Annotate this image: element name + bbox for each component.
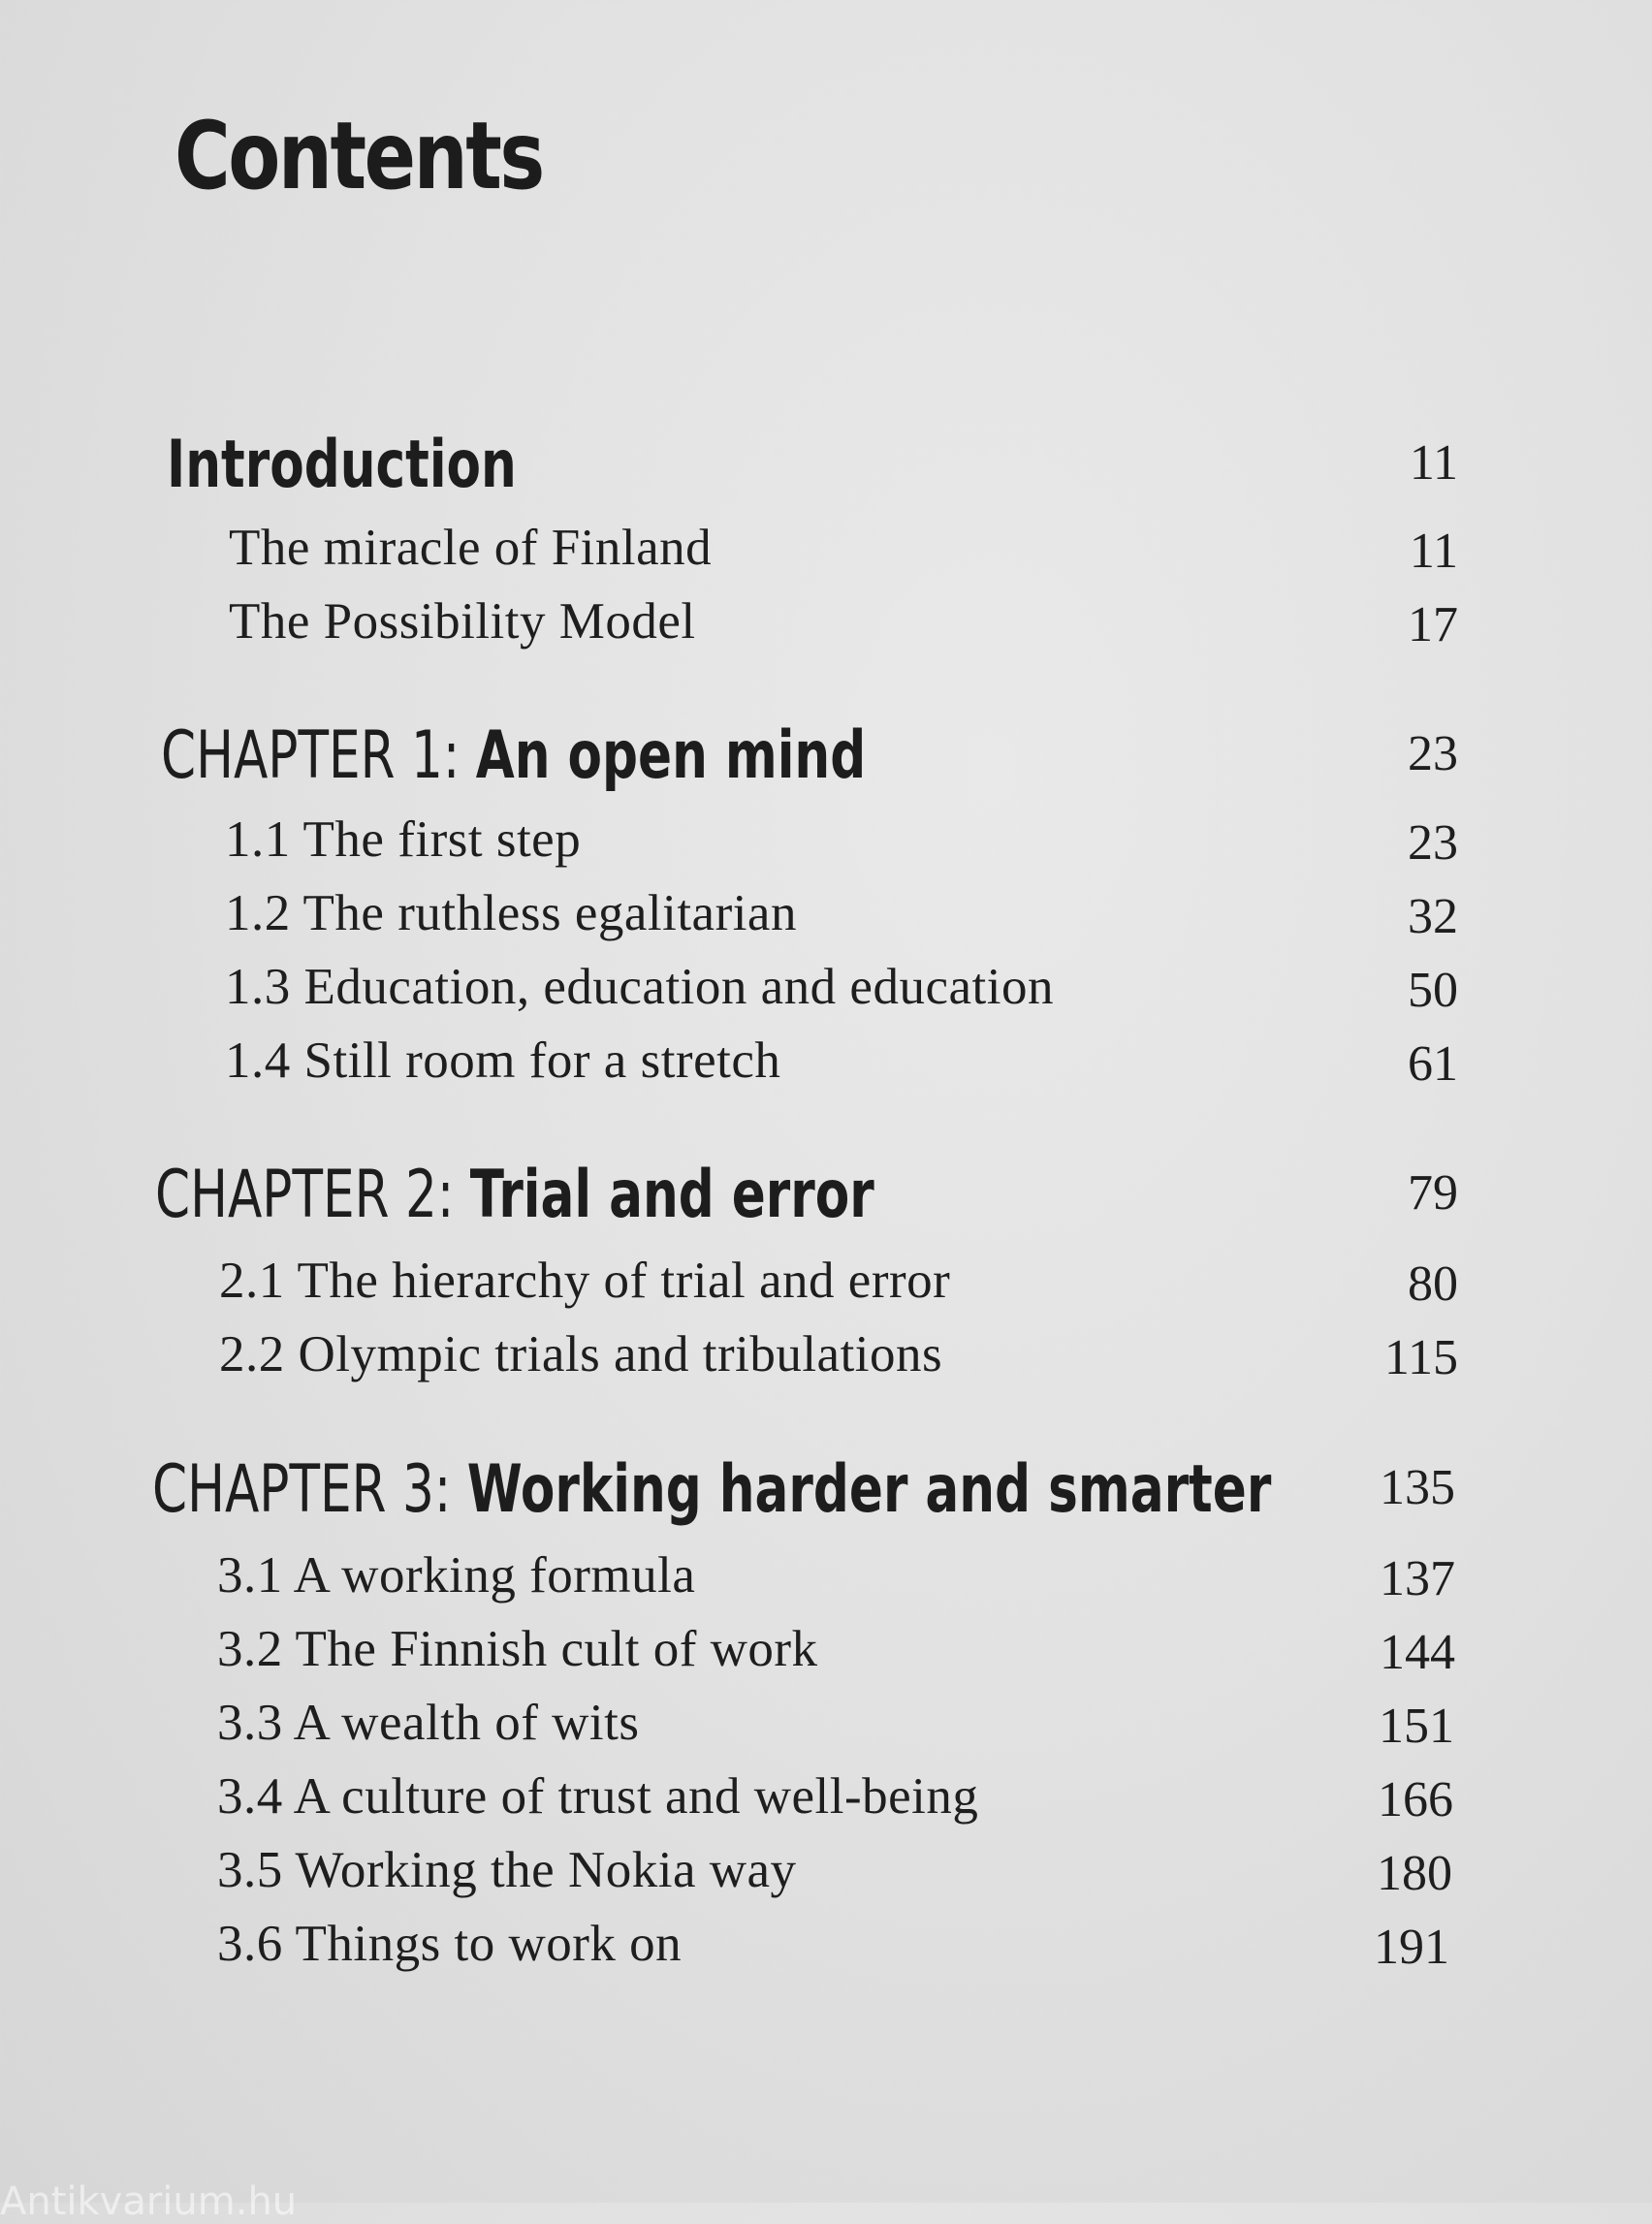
- page-number: 166: [1378, 1772, 1453, 1827]
- page-number: 191: [1374, 1920, 1449, 1975]
- toc-entry-label: 3.1 A working formula: [217, 1547, 696, 1604]
- page-number: 50: [1408, 963, 1458, 1018]
- toc-entry: [0, 810, 1652, 878]
- toc-entry: [0, 519, 1652, 587]
- toc-entry: [0, 884, 1652, 952]
- page-number: 180: [1377, 1846, 1452, 1901]
- page-number: 115: [1383, 1330, 1458, 1385]
- page-number: 17: [1408, 597, 1458, 652]
- page-title: Contents: [175, 102, 543, 210]
- toc-entry-label: 3.5 Working the Nokia way: [217, 1842, 797, 1898]
- toc-entry-label: 3.2 The Finnish cult of work: [217, 1621, 818, 1677]
- toc-entry: [0, 1546, 1652, 1614]
- page-number: 151: [1379, 1699, 1454, 1754]
- toc-entry: [0, 1620, 1652, 1688]
- toc-entry-label: 1.3 Education, education and education: [225, 959, 1054, 1015]
- toc-entry-label: 3.3 A wealth of wits: [217, 1695, 640, 1751]
- toc-heading-chapter-3: [0, 1451, 1652, 1539]
- toc-entry: [0, 1032, 1652, 1099]
- page-number: 79: [1408, 1165, 1458, 1221]
- toc-entry-label: 2.2 Olympic trials and tribulations: [219, 1326, 943, 1382]
- page-number: 11: [1409, 435, 1458, 491]
- toc-entry: [0, 958, 1652, 1026]
- page-number: 32: [1408, 889, 1458, 944]
- introduction-heading: Introduction: [167, 427, 517, 503]
- chapter-prefix: CHAPTER 1:: [161, 717, 476, 794]
- page-number: 23: [1408, 726, 1458, 781]
- page-number: 135: [1380, 1460, 1455, 1515]
- toc-heading-chapter-2: [0, 1157, 1652, 1244]
- chapter-title: Trial and error: [469, 1157, 874, 1233]
- chapter-title: Working harder and smarter: [466, 1451, 1272, 1528]
- watermark: Antikvarium.hu: [0, 2179, 298, 2224]
- toc-entry-label: 1.1 The first step: [225, 811, 582, 868]
- toc-entry-label: 3.4 A culture of trust and well-being: [217, 1768, 979, 1825]
- toc-entry-label: 3.6 Things to work on: [217, 1916, 683, 1972]
- page-number: 137: [1380, 1551, 1455, 1606]
- toc-entry-label: The Possibility Model: [229, 593, 696, 650]
- toc-heading-chapter-1: [0, 717, 1652, 805]
- toc-entry: [0, 1841, 1652, 1909]
- toc-entry: [0, 1252, 1652, 1319]
- toc-entry: [0, 1767, 1652, 1835]
- chapter-prefix: CHAPTER 2:: [155, 1157, 470, 1233]
- toc-entry-label: The miracle of Finland: [229, 520, 713, 576]
- page-number: 61: [1408, 1036, 1458, 1092]
- toc-entry: [0, 1694, 1652, 1762]
- toc-entry: [0, 592, 1652, 660]
- chapter-title: An open mind: [475, 717, 867, 794]
- page-number: 23: [1408, 815, 1458, 871]
- toc-entry: [0, 1325, 1652, 1393]
- page-number: 144: [1380, 1625, 1455, 1680]
- page-number: 11: [1409, 524, 1458, 579]
- toc-entry-label: 1.2 The ruthless egalitarian: [225, 885, 797, 941]
- toc-heading-introduction: [0, 427, 1652, 514]
- toc-entry-label: 1.4 Still room for a stretch: [225, 1033, 781, 1089]
- toc-entry-label: 2.1 The hierarchy of trial and error: [219, 1253, 951, 1309]
- toc-entry: [0, 1915, 1652, 1983]
- page-number: 80: [1408, 1256, 1458, 1312]
- chapter-prefix: CHAPTER 3:: [152, 1451, 467, 1528]
